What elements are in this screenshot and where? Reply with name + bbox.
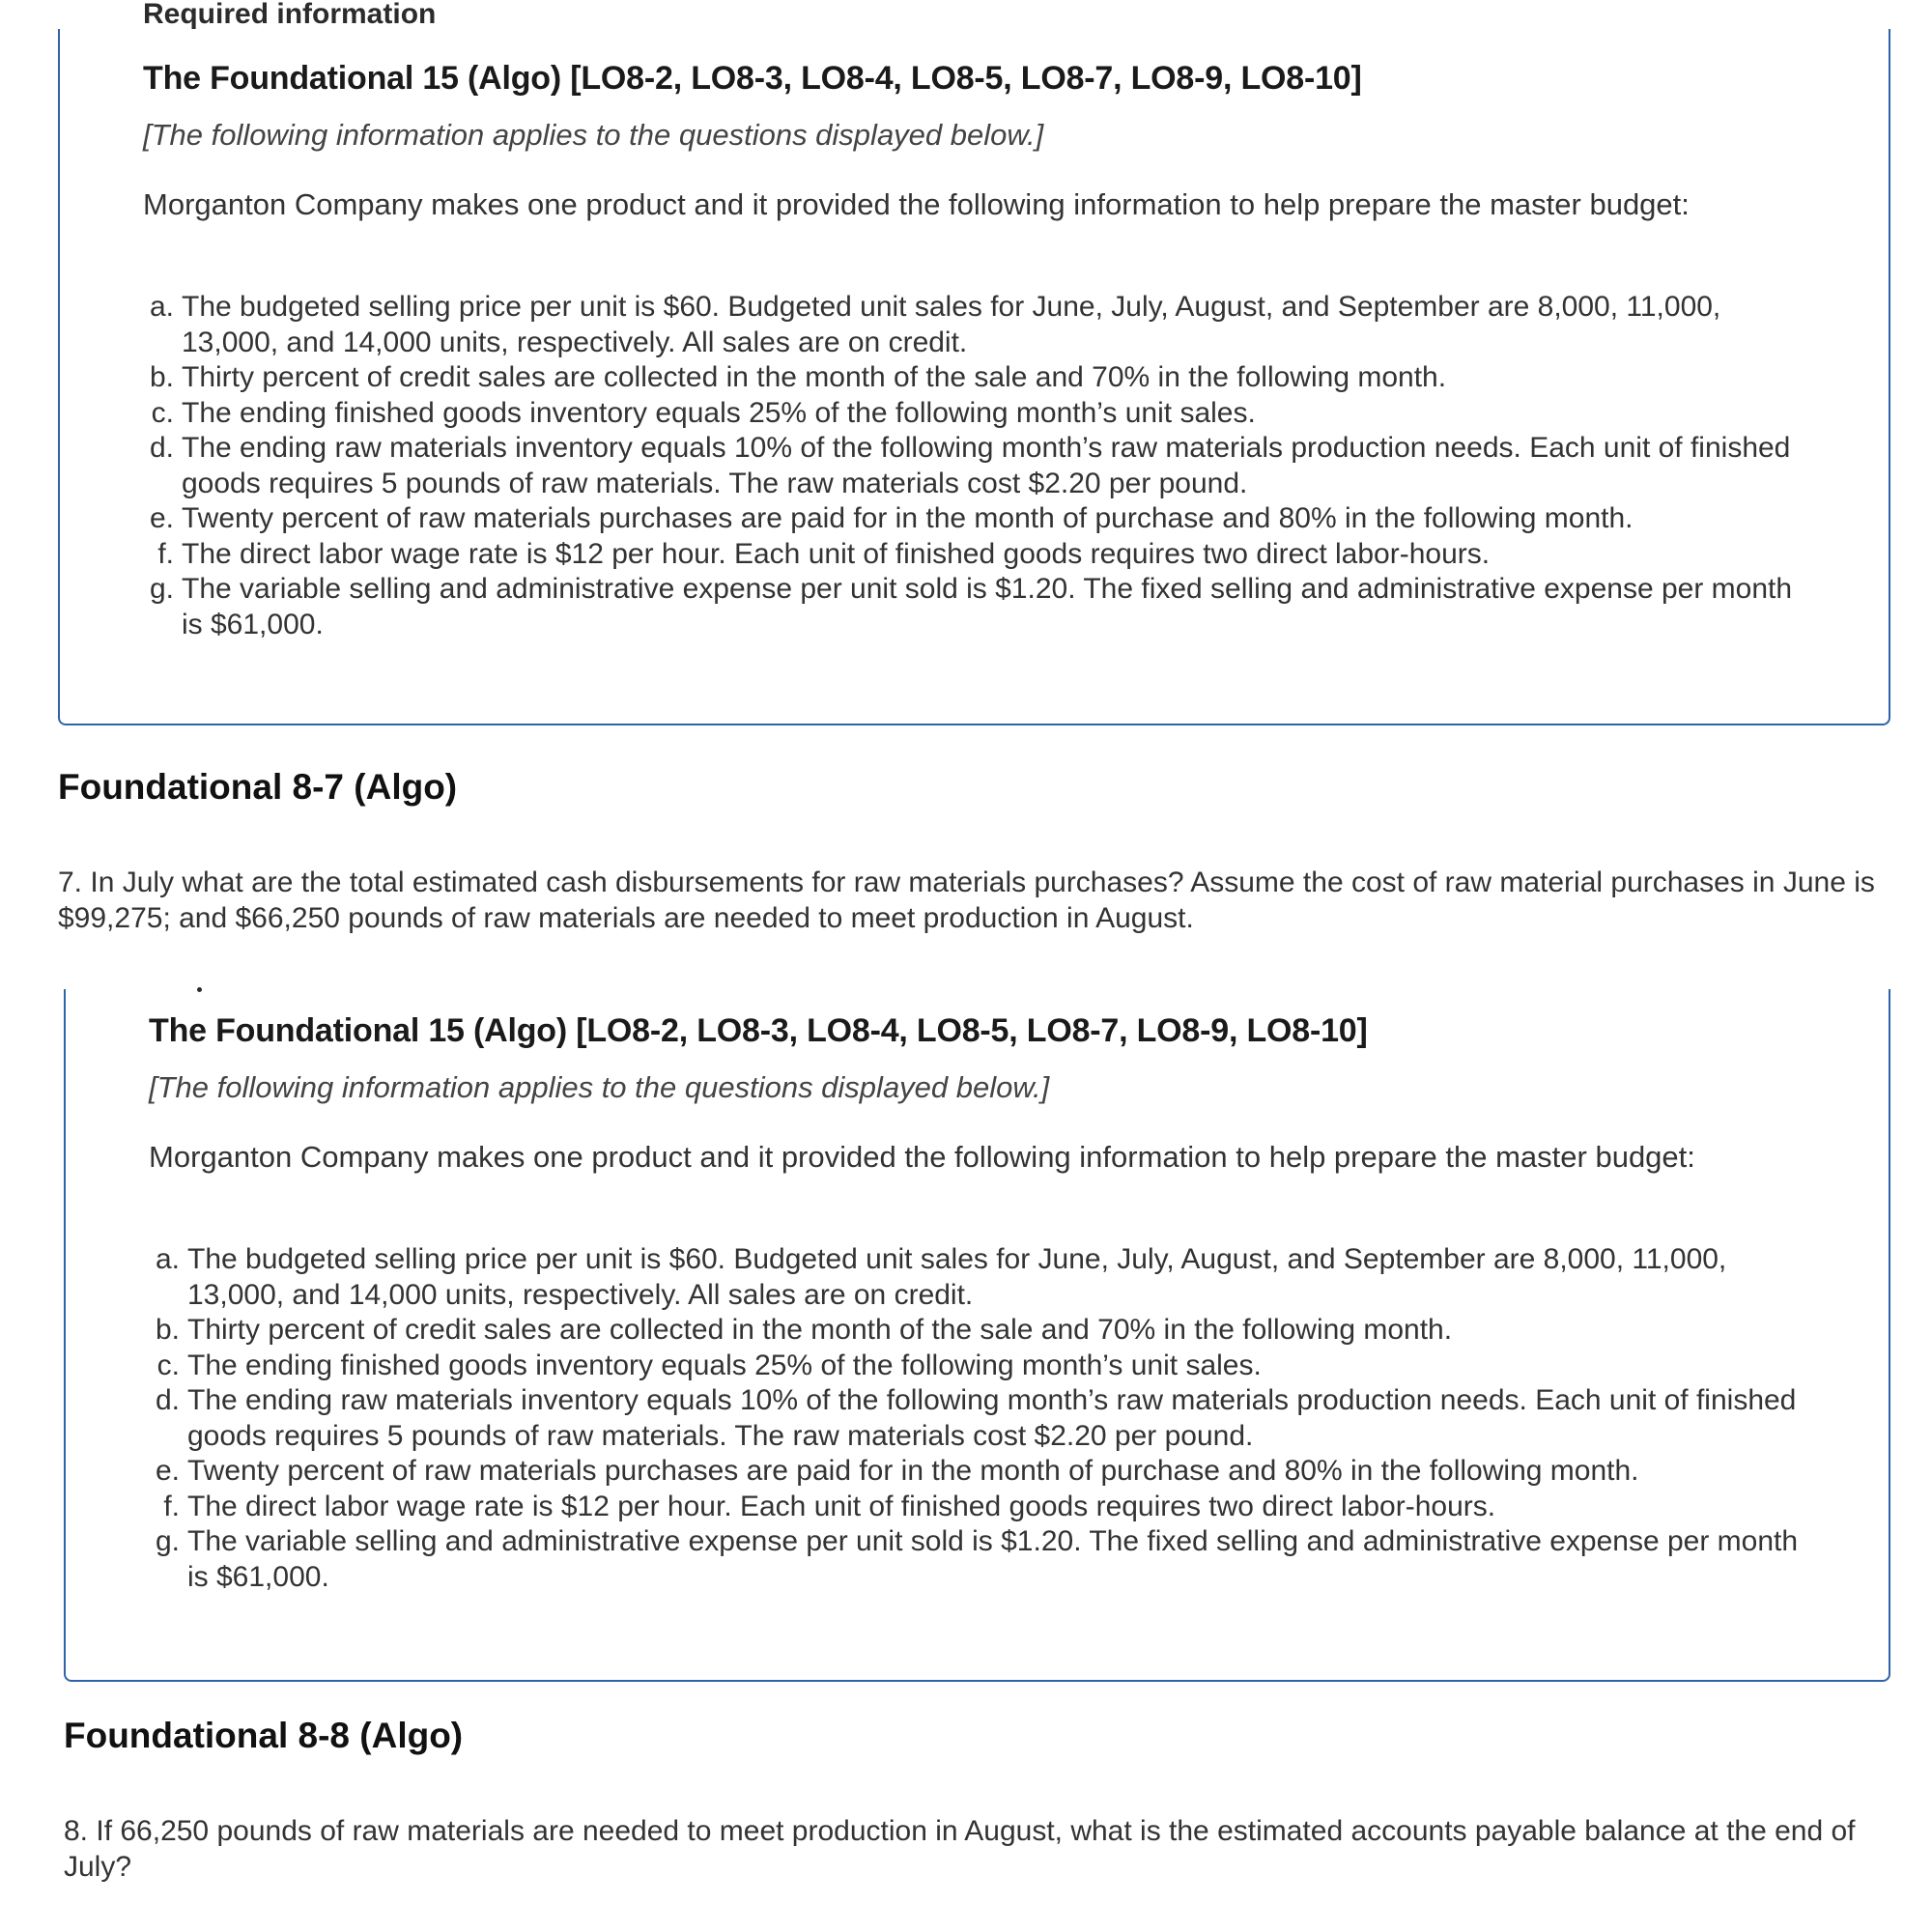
list-item bbox=[149, 1524, 1806, 1595]
list-item-letter: e. bbox=[155, 1455, 180, 1487]
list-item-text: The variable selling and administrative expense per unit sold is $1.20. The fixed selling and administrative expense per month is $61,000. bbox=[182, 573, 1793, 640]
info-panel-1-list bbox=[143, 290, 1804, 642]
required-information-label-clipped bbox=[143, 0, 437, 30]
list-item bbox=[143, 360, 1804, 396]
info-panel-2-intro: Morganton Company makes one product and it provided the following information to help prepare the master budget: bbox=[149, 1140, 1695, 1174]
question-8-text: 8. If 66,250 pounds of raw materials are needed to meet production in August, what is the estimated accounts payable balance at the end of July? bbox=[64, 1815, 1856, 1883]
list-item-text: Thirty percent of credit sales are collected in the month of the sale and 70% in the following month. bbox=[182, 361, 1447, 393]
section-heading-8-7: Foundational 8-7 (Algo) bbox=[58, 767, 458, 807]
list-item-text: The budgeted selling price per unit is $60. Budgeted unit sales for June, July, August, and September are 8,000, 11,000, 13,000, and 14,000 units, respectively. All sales are on credit. bbox=[187, 1243, 1727, 1311]
list-item-letter: a. bbox=[155, 1243, 180, 1275]
list-item bbox=[149, 1242, 1806, 1313]
list-item-letter: b. bbox=[155, 1314, 180, 1346]
info-panel-2-title: The Foundational 15 (Algo) [LO8-2, LO8-3, LO8-4, LO8-5, LO8-7, LO8-9, LO8-10] bbox=[149, 1012, 1368, 1049]
list-item-text: Thirty percent of credit sales are collected in the month of the sale and 70% in the following month. bbox=[187, 1314, 1453, 1346]
list-item bbox=[143, 396, 1804, 432]
list-item-text: The direct labor wage rate is $12 per hour. Each unit of finished goods requires two direct labor-hours. bbox=[187, 1490, 1496, 1522]
list-item-text: The ending finished goods inventory equals 25% of the following month’s unit sales. bbox=[187, 1349, 1262, 1381]
list-item-text: Twenty percent of raw materials purchases are paid for in the month of purchase and 80% in the following month. bbox=[182, 502, 1634, 534]
list-item bbox=[149, 1383, 1806, 1454]
list-item-letter: c. bbox=[156, 1349, 180, 1381]
required-information-text: Required information bbox=[143, 0, 437, 30]
info-panel-2-note: [The following information applies to the questions displayed below.] bbox=[149, 1070, 1050, 1104]
list-item-text: The ending raw materials inventory equals 10% of the following month’s raw materials production needs. Each unit of finished goods requires 5 pounds of raw materials. The raw materials cost $2.20 per pound. bbox=[182, 432, 1791, 499]
list-item bbox=[149, 1313, 1806, 1349]
list-item-text: The ending raw materials inventory equals 10% of the following month’s raw materials production needs. Each unit of finished goods requires 5 pounds of raw materials. The raw materials cost $2.20 per pound. bbox=[187, 1384, 1797, 1452]
list-item-letter: g. bbox=[149, 573, 174, 605]
list-item bbox=[149, 1454, 1806, 1490]
section-heading-8-8: Foundational 8-8 (Algo) bbox=[64, 1716, 464, 1755]
list-item bbox=[143, 431, 1804, 501]
list-item-letter: g. bbox=[155, 1525, 180, 1557]
list-item-text: The variable selling and administrative expense per unit sold is $1.20. The fixed selling and administrative expense per month is $61,000. bbox=[187, 1525, 1799, 1593]
list-item-letter: f. bbox=[163, 1490, 180, 1522]
info-panel-1-intro: Morganton Company makes one product and it provided the following information to help prepare the master budget: bbox=[143, 187, 1690, 221]
list-item-letter: e. bbox=[149, 502, 174, 534]
info-panel-1-title: The Foundational 15 (Algo) [LO8-2, LO8-3, LO8-4, LO8-5, LO8-7, LO8-9, LO8-10] bbox=[143, 60, 1362, 97]
list-item-text: The direct labor wage rate is $12 per hour. Each unit of finished goods requires two direct labor-hours. bbox=[182, 537, 1491, 570]
list-item-letter: d. bbox=[155, 1384, 180, 1416]
list-item-text: The ending finished goods inventory equals 25% of the following month’s unit sales. bbox=[182, 396, 1256, 429]
info-panel-1-note: [The following information applies to the questions displayed below.] bbox=[143, 118, 1044, 152]
list-item-letter: a. bbox=[149, 291, 174, 323]
list-item bbox=[149, 1349, 1806, 1384]
list-item-text: Twenty percent of raw materials purchases are paid for in the month of purchase and 80% in the following month. bbox=[187, 1455, 1639, 1487]
list-item bbox=[149, 1490, 1806, 1525]
list-item-letter: c. bbox=[151, 396, 174, 429]
list-item-letter: f. bbox=[157, 537, 174, 570]
list-item bbox=[143, 537, 1804, 573]
info-panel-2-list bbox=[149, 1242, 1806, 1595]
list-item-letter: b. bbox=[149, 361, 174, 393]
list-item bbox=[143, 501, 1804, 537]
list-item-letter: d. bbox=[149, 432, 174, 464]
list-item bbox=[143, 572, 1804, 642]
list-item-text: The budgeted selling price per unit is $60. Budgeted unit sales for June, July, August, and September are 8,000, 11,000, 13,000, and 14,000 units, respectively. All sales are on credit. bbox=[182, 291, 1721, 358]
list-item bbox=[143, 290, 1804, 360]
question-7-text: 7. In July what are the total estimated cash disbursements for raw materials purchases? Assume the cost of raw material purchases in June is $99,275; and $66,250 pounds of raw materials are needed to meet production in August. bbox=[58, 867, 1875, 934]
